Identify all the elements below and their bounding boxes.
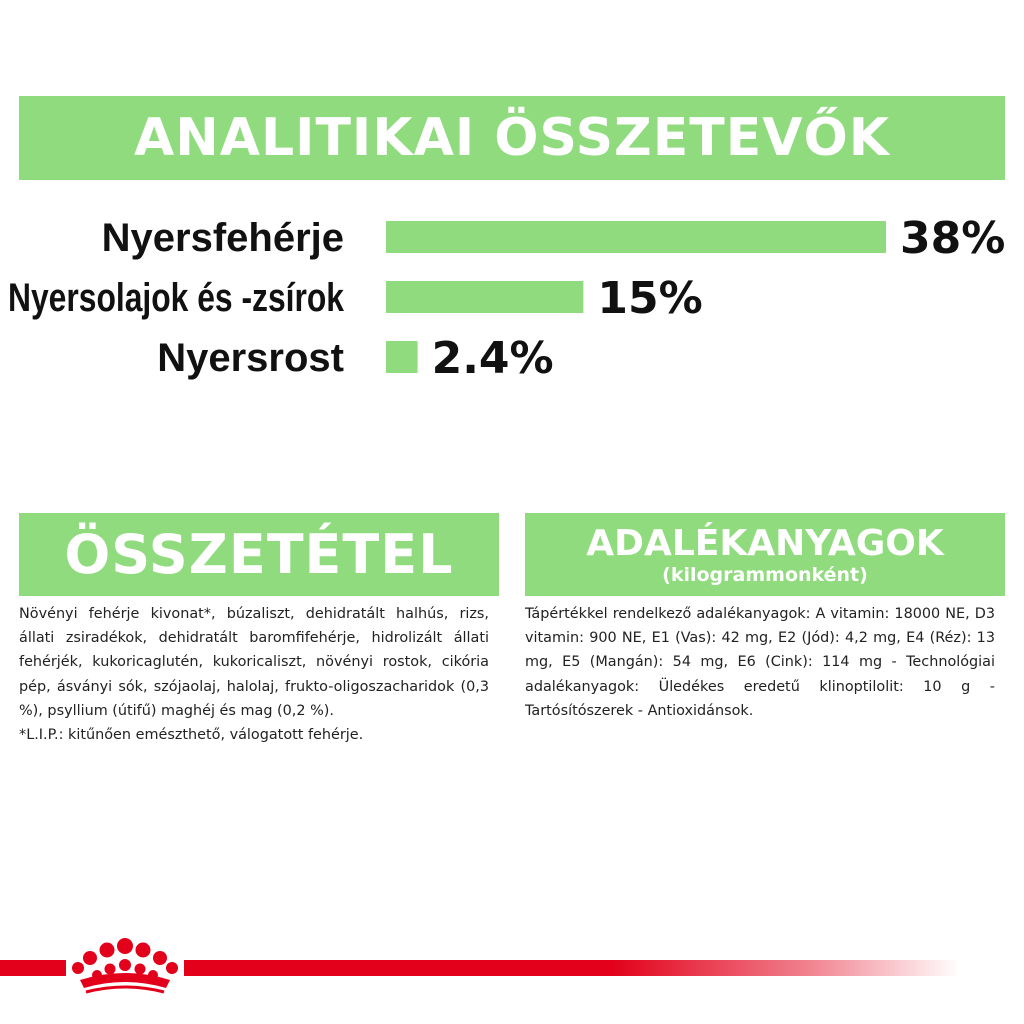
bar — [386, 281, 583, 313]
bar — [386, 221, 886, 253]
additives-list: Tápértékkel rendelkező adalékanyagok: A vitamin: 18000 NE, D3 vitamin: 900 NE, E1 (Vas): 42 mg, E2 (Jód): 4,2 mg, E4 (Réz): 13 mg, E5 (Mangán): 54 mg, E6 (Cink): 114 mg - Technológiai adalékanyagok: Üledékes eredetű klinoptilolit: 10 g - Tartósítószerek - Antioxidánsok. — [525, 606, 995, 719]
value-label: 38% — [900, 213, 1006, 264]
value-label: 2.4% — [431, 333, 554, 384]
analytical-title: ANALITIKAI ÖSSZETEVŐK — [133, 108, 891, 168]
composition-text — [19, 602, 489, 747]
category-label: Nyersfehérje — [101, 216, 344, 260]
additives-title: ADALÉKANYAGOK — [586, 522, 944, 564]
category-label: Nyersrost — [157, 336, 344, 380]
composition-footnote: *L.I.P.: kitűnően emészthető, válogatott fehérje. — [19, 727, 364, 744]
value-label: 15% — [597, 273, 703, 324]
analytical-bar-chart — [0, 195, 1024, 395]
royal-canin-crown-icon — [66, 936, 184, 996]
composition-title: ÖSSZETÉTEL — [64, 523, 454, 586]
analytical-banner — [19, 96, 1005, 180]
footer-line-right — [184, 960, 960, 976]
additives-text — [525, 602, 995, 723]
composition-banner — [19, 513, 499, 596]
additives-subtitle: (kilogrammonként) — [662, 563, 868, 586]
composition-ingredients: Növényi fehérje kivonat*, búzaliszt, dehidratált halhús, rizs, állati zsiradékok, dehidratált baromfifehérje, hidrolizált állati fehérjék, kukoricaglutén, kukoricaliszt, növényi rostok, cikória pép, ásványi sók, szójaolaj, halolaj, frukto-oligoszacharidok (0,3 %), psyllium (útifű) maghéj és mag (0,2 %). — [19, 606, 489, 719]
footer-line-left — [0, 960, 66, 976]
category-label: Nyersolajok és -zsírok — [8, 276, 345, 320]
bar — [386, 341, 418, 373]
additives-banner — [525, 513, 1005, 596]
